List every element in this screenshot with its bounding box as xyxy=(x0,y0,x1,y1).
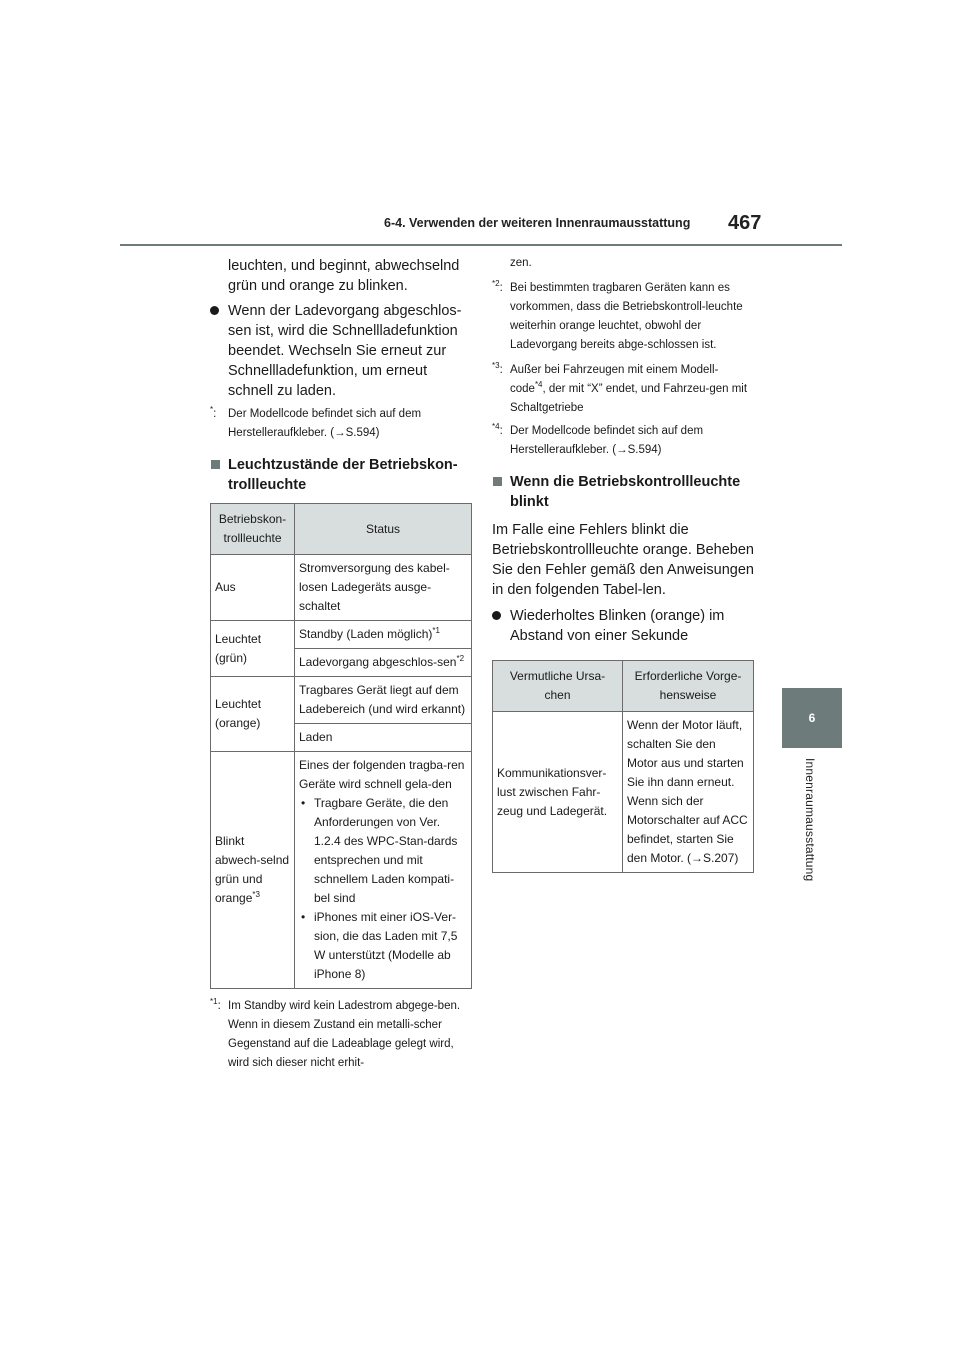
bullet-fast-charge-end xyxy=(210,301,472,401)
cell-status: Stromversorgung des kabel-losen Ladegeräts ausge-schaltet xyxy=(295,555,472,621)
chapter-name: Innenraumausstattung xyxy=(803,758,817,882)
status-table xyxy=(210,503,472,989)
footnote-text: Außer bei Fahrzeugen mit einem Modell-code$^{*4}$, der mit “X” endet, und Fahrzeu-gen mit Schaltgetriebe xyxy=(510,364,748,414)
cell-indicator: Blinkt abwech-selnd grün und orange$^{*3}$ xyxy=(211,752,295,989)
table-header-action: Erforderliche Vorge-hensweise xyxy=(623,661,754,712)
list-item: • iPhones mit einer iOS-Ver-sion, die das Laden mit 7,5 W unterstützt (Modelle ab iPhone 8) xyxy=(301,910,458,981)
section-title: 6-4. Verwenden der weiteren Innenraumausstattung xyxy=(384,216,691,230)
bullet-text: Wenn der Ladevorgang abgeschlos-sen ist, wird die Schnellladefunktion beendet. Wechseln Sie erneut zur Schnellladefunktion, um erneut schnell zu laden. xyxy=(228,303,462,399)
footnote-2: $^{*2}$: Bei bestimmten tragbaren Geräten kann es vorkommen, dass die Betriebskontroll-leuchte weiterhin orange leuchtet, obwohl der Ladevorgang bereits abge-schlossen ist. xyxy=(492,279,743,351)
table-row xyxy=(211,621,472,649)
footnote-1: $^{*1}$: Im Standby wird kein Ladestrom abgege-ben. Wenn in diesem Zustand ein metalli-scher Gegenstand auf die Ladeablage gelegt wird, wird sich dieser nicht erhit- xyxy=(210,997,461,1069)
chapter-tab: 6 xyxy=(782,688,842,748)
cell-status: Laden xyxy=(295,724,472,752)
cell-indicator: Leuchtet (grün) xyxy=(211,621,295,677)
heading-text: Wenn die Betriebskontrollleuchte blinkt xyxy=(510,474,741,510)
bullet-dot-icon xyxy=(210,306,219,315)
footnote-1-continued: zen. xyxy=(510,257,532,269)
footnote-text: Bei bestimmten tragbaren Geräten kann es vorkommen, dass die Betriebskontroll-leuchte weiterhin orange leuchtet, obwohl der Ladevorgang bereits abge-schlossen ist. xyxy=(510,282,743,351)
cell-status xyxy=(295,752,472,989)
heading-square-icon xyxy=(493,477,502,486)
cell-action: Wenn der Motor läuft, schalten Sie den Motor aus und starten Sie ihn dann erneut. Wenn sich der Motorschalter auf ACC befindet, starten Sie den Motor. (→S.207) xyxy=(623,712,754,873)
heading-text: Leuchtzustände der Betriebskon-trollleuchte xyxy=(228,457,458,493)
fault-table xyxy=(492,660,754,873)
footnote-4: $^{*4}$: Der Modellcode befindet sich auf dem Herstelleraufkleber. (→S.594) xyxy=(492,422,704,456)
footnote-text: Der Modellcode befindet sich auf dem Herstelleraufkleber. (→S.594) xyxy=(228,408,422,439)
section-heading-status xyxy=(210,455,472,495)
heading-square-icon xyxy=(211,460,220,469)
right-column xyxy=(492,252,754,873)
cell-cause: Kommunikationsver-lust zwischen Fahr-zeug und Ladegerät. xyxy=(493,712,623,873)
cell-indicator: Leuchtet (orange) xyxy=(211,677,295,752)
footnote-mark: *3 xyxy=(492,361,500,371)
table-header-status: Status xyxy=(295,504,472,555)
footnote-mark: *4 xyxy=(492,422,500,432)
table-header-cause: Vermutliche Ursa-chen xyxy=(493,661,623,712)
paragraph-fault: Im Falle eine Fehlers blinkt die Betriebskontrollleuchte orange. Beheben Sie den Fehler gemäß den Anweisungen in den folgenden Tabel-len. xyxy=(492,522,754,598)
bullet-dot-icon xyxy=(492,611,501,620)
section-heading-blink xyxy=(492,472,754,512)
intro-line-2: grün und orange zu blinken. xyxy=(228,278,408,294)
footnote-mark: *1 xyxy=(210,997,218,1007)
page-number: 467 xyxy=(728,212,762,234)
cell-status: Standby (Laden möglich)$^{*1}$ xyxy=(295,621,472,649)
cell-status: Ladevorgang abgeschlos-sen$^{*2}$ xyxy=(295,649,472,677)
list-item: • Tragbare Geräte, die den Anforderungen von Ver. 1.2.4 des WPC-Stan-dards entsprechen und mit schnellem Laden kompati-bel sind xyxy=(301,796,458,905)
cell-indicator: Aus xyxy=(211,555,295,621)
table-row xyxy=(211,752,472,989)
footnote-star: *: Der Modellcode befindet sich auf dem Herstelleraufkleber. (→S.594) xyxy=(210,405,422,439)
table-row xyxy=(211,677,472,724)
table-header-indicator: Betriebskon-trollleuchte xyxy=(211,504,295,555)
left-column xyxy=(210,252,472,1073)
intro-line-1: leuchten, und beginnt, abwechselnd xyxy=(228,258,460,274)
cell-status: Tragbares Gerät liegt auf dem Ladebereich (und wird erkannt) xyxy=(295,677,472,724)
bullet-text: Wiederholtes Blinken (orange) im Abstand von einer Sekunde xyxy=(510,608,725,644)
bullet-repeated-blink xyxy=(492,606,754,646)
cell-intro: Eines der folgenden tragba-ren Geräte wird schnell gela-den xyxy=(299,758,465,791)
footnote-text: Der Modellcode befindet sich auf dem Herstelleraufkleber. (→S.594) xyxy=(510,425,704,456)
table-row xyxy=(493,712,754,873)
table-row xyxy=(211,555,472,621)
header-rule xyxy=(120,244,842,246)
footnote-text: Im Standby wird kein Ladestrom abgege-ben. Wenn in diesem Zustand ein metalli-scher Gegenstand auf die Ladeablage gelegt wird, wird sich dieser nicht erhit- xyxy=(228,1000,461,1069)
footnote-3: $^{*3}$: Außer bei Fahrzeugen mit einem Modell-code$^{*4}$, der mit “X” endet, und Fahrzeu-gen mit Schaltgetriebe xyxy=(492,361,748,414)
footnote-mark: *2 xyxy=(492,279,500,289)
footnote-mark: * xyxy=(210,405,214,415)
